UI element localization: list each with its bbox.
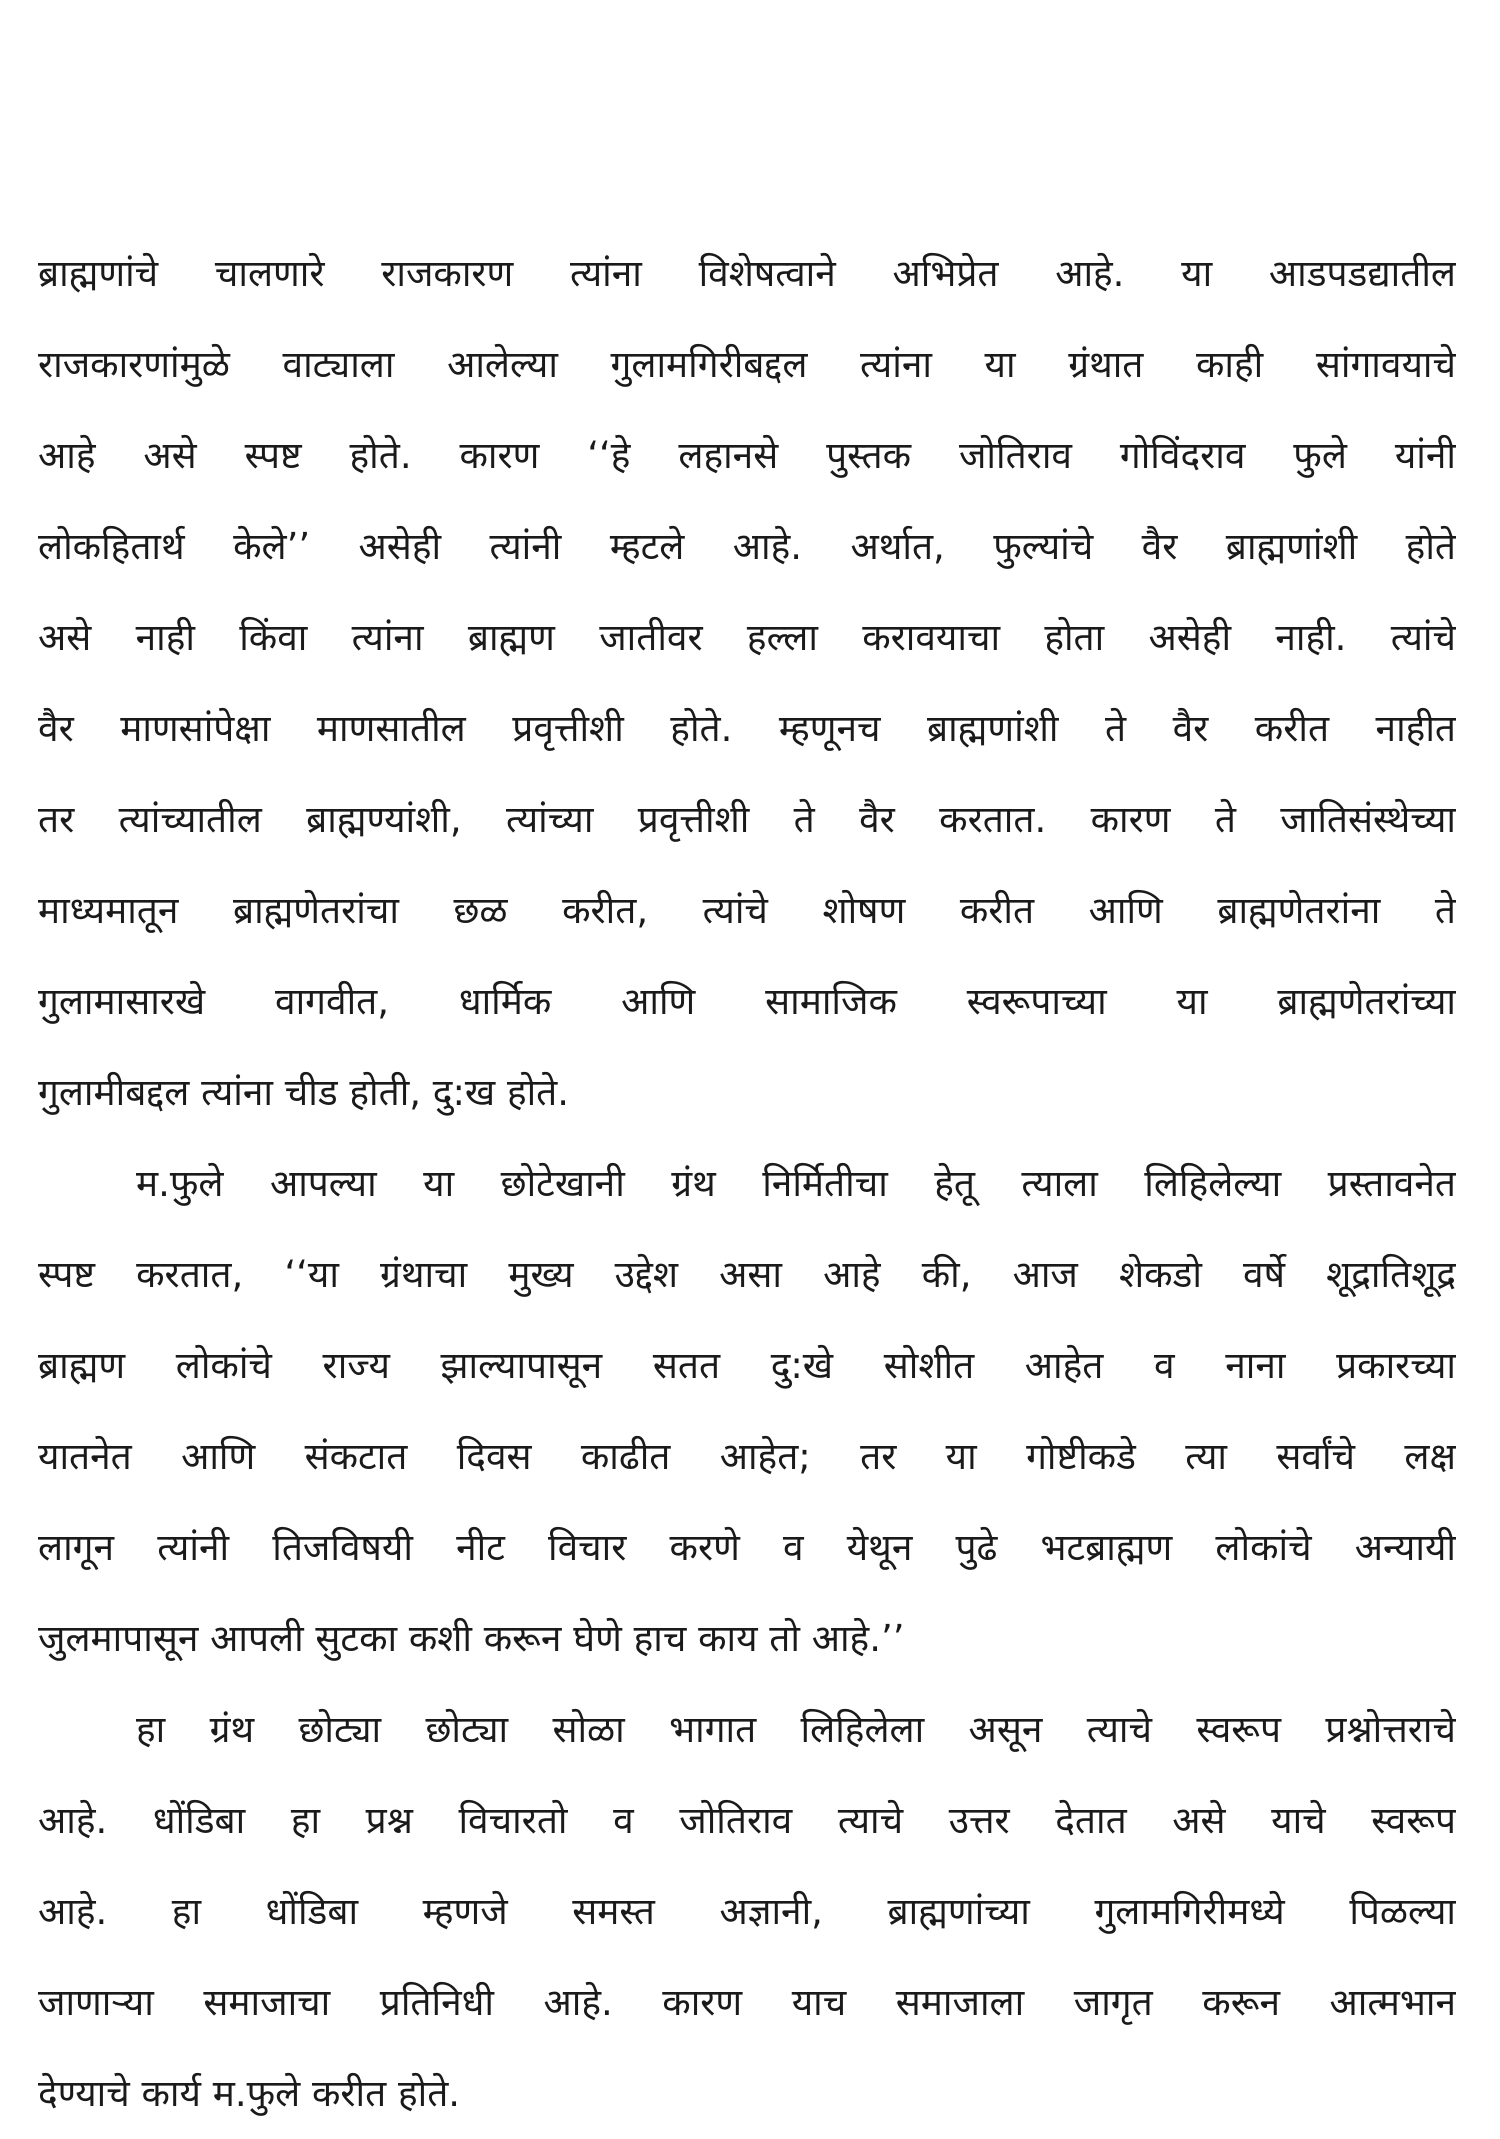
text-line-11: म.फुले आपल्या या छोटेखानी ग्रंथ निर्मितीचा हेतू त्याला लिहिलेल्या प्रस्तावनेत (136, 1162, 1456, 1205)
text-line-1: ब्राह्मणांचे चालणारे राजकारण त्यांना विशेषत्वाने अभिप्रेत आहे. या आडपडद्यातील (38, 252, 1456, 295)
text-line-14: यातनेत आणि संकटात दिवस काढीत आहेत; तर या गोष्टीकडे त्या सर्वांचे लक्ष (38, 1435, 1456, 1478)
text-line-10: गुलामीबद्दल त्यांना चीड होती, दु:ख होते. (38, 1071, 570, 1114)
text-line-7: तर त्यांच्यातील ब्राह्मण्यांशी, त्यांच्या प्रवृत्तीशी ते वैर करतात. कारण ते जातिसंस्थेच्या (38, 798, 1456, 841)
text-line-12: स्पष्ट करतात, ‘‘या ग्रंथाचा मुख्य उद्देश असा आहे की, आज शेकडो वर्षे शूद्रातिशूद्र (38, 1253, 1456, 1296)
text-line-18: आहे. धोंडिबा हा प्रश्न विचारतो व जोतिराव त्याचे उत्तर देतात असे याचे स्वरूप (38, 1799, 1456, 1842)
text-line-20: जाणाऱ्या समाजाचा प्रतिनिधी आहे. कारण याच समाजाला जागृत करून आत्मभान (38, 1981, 1456, 2024)
text-line-13: ब्राह्मण लोकांचे राज्य झाल्यापासून सतत दु:खे सोशीत आहेत व नाना प्रकारच्या (38, 1344, 1456, 1387)
text-line-21: देण्याचे कार्य म.फुले करीत होते. (38, 2072, 461, 2115)
text-line-16: जुलमापासून आपली सुटका कशी करून घेणे हाच काय तो आहे.’’ (38, 1617, 905, 1660)
text-line-3: आहे असे स्पष्ट होते. कारण ‘‘हे लहानसे पुस्तक जोतिराव गोविंदराव फुले यांनी (38, 434, 1456, 477)
text-line-19: आहे. हा धोंडिबा म्हणजे समस्त अज्ञानी, ब्राह्मणांच्या गुलामगिरीमध्ये पिळल्या (38, 1890, 1456, 1933)
body-text (38, 228, 1456, 2139)
text-line-17: हा ग्रंथ छोट्या छोट्या सोळा भागात लिहिलेला असून त्याचे स्वरूप प्रश्नोत्तराचे (136, 1708, 1456, 1751)
text-line-4: लोकहितार्थ केले’’ असेही त्यांनी म्हटले आहे. अर्थात, फुल्यांचे वैर ब्राह्मणांशी होते (38, 525, 1456, 568)
text-line-9: गुलामासारखे वागवीत, धार्मिक आणि सामाजिक स्वरूपाच्या या ब्राह्मणेतरांच्या (38, 980, 1456, 1023)
text-line-2: राजकारणांमुळे वाट्याला आलेल्या गुलामगिरीबद्दल त्यांना या ग्रंथात काही सांगावयाचे (38, 343, 1456, 386)
text-line-6: वैर माणसांपेक्षा माणसातील प्रवृत्तीशी होते. म्हणूनच ब्राह्मणांशी ते वैर करीत नाहीत (38, 707, 1456, 750)
text-line-5: असे नाही किंवा त्यांना ब्राह्मण जातीवर हल्ला करावयाचा होता असेही नाही. त्यांचे (38, 616, 1456, 659)
text-line-8: माध्यमातून ब्राह्मणेतरांचा छळ करीत, त्यांचे शोषण करीत आणि ब्राह्मणेतरांना ते (38, 889, 1456, 932)
text-line-15: लागून त्यांनी तिजविषयी नीट विचार करणे व येथून पुढे भटब्राह्मण लोकांचे अन्यायी (38, 1526, 1456, 1569)
